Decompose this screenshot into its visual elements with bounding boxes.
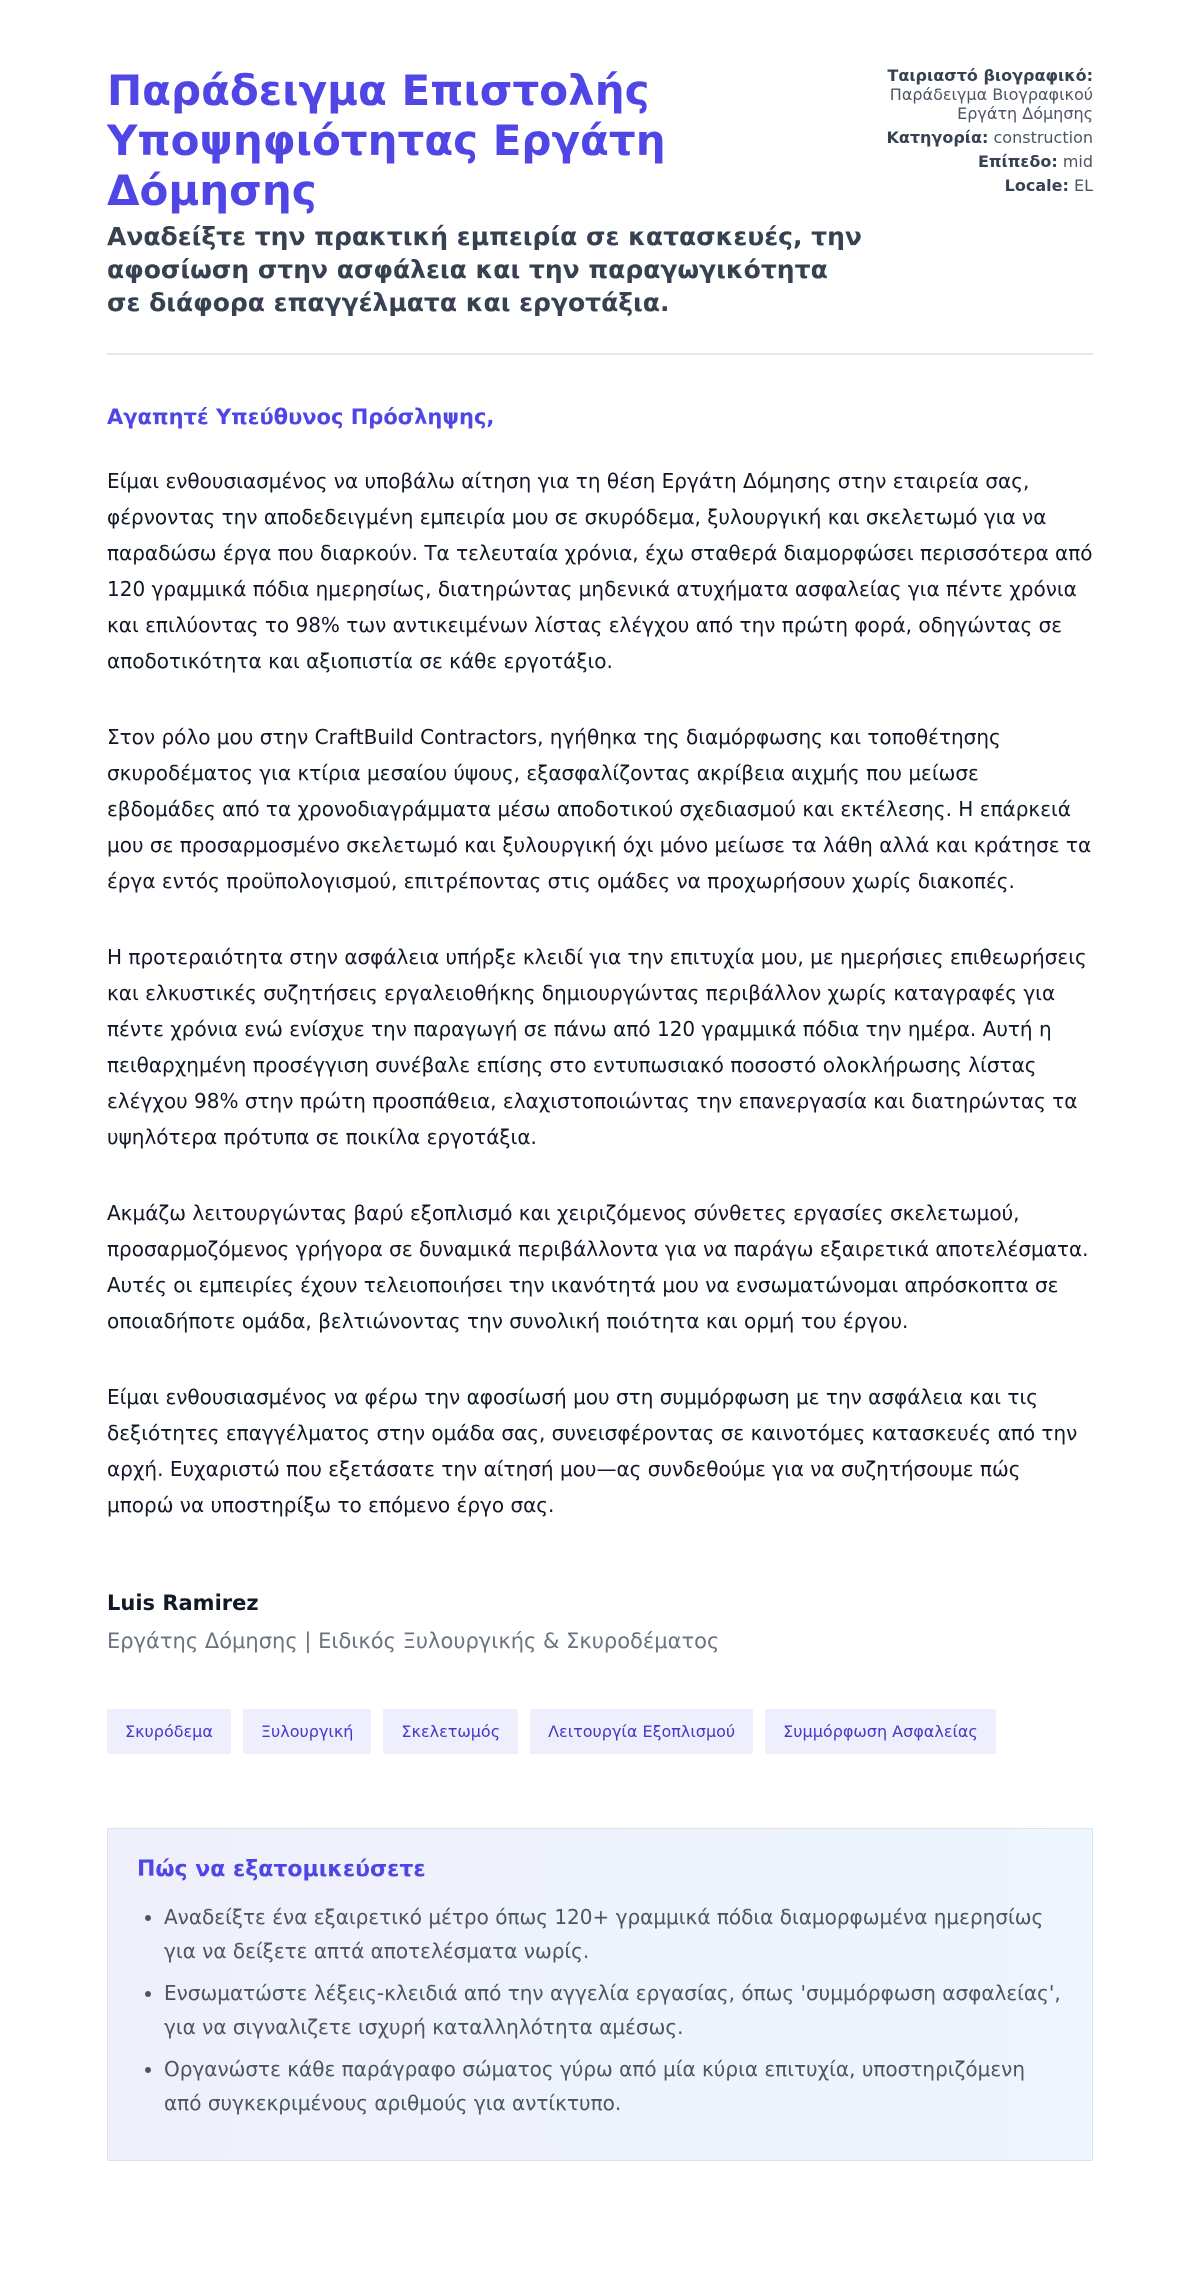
page-subtitle: Αναδείξτε την πρακτική εμπειρία σε κατασκευές, την αφοσίωση στην ασφάλεια και την παραγωγικότητα σε διάφορα επαγγέλματα και εργοτάξια. — [107, 222, 862, 317]
header-titles — [107, 66, 866, 319]
customization-tips — [107, 1828, 1093, 2161]
meta-level-label: Επίπεδο: — [977, 152, 1058, 171]
tips-title: Πώς να εξατομικεύσετε — [137, 1857, 426, 1882]
meta-match-resume — [866, 66, 1093, 123]
letter-body — [107, 463, 1093, 1523]
meta-level — [866, 152, 1093, 171]
skill-tag: Συμμόρφωση Ασφαλείας — [765, 1709, 996, 1754]
skill-tag: Λειτουργία Εξοπλισμού — [530, 1709, 753, 1754]
letter-paragraph: Είμαι ενθουσιασμένος να υποβάλω αίτηση για τη θέση Εργάτη Δόμησης στην εταιρεία σας, φέρνοντας την αποδεδειγμένη εμπειρία μου σε σκυρόδεμα, ξυλουργική και σκελετωμό για να παραδώσω έργα που διαρκούν. Τα τελευταία χρόνια, έχω σταθερά διαμορφώσει περισσότερα από 120 γραμμικά πόδια ημερησίως, διατηρώντας μηδενικά ατυχήματα ασφαλείας για πέντε χρόνια και επιλύοντας το 98% των αντικειμένων λίστας ελέγχου από την πρώτη φορά, οδηγώντας σε αποδοτικότητα και αξιοπιστία σε κάθε εργοτάξιο. — [107, 469, 1093, 673]
skill-tag: Ξυλουργική — [243, 1709, 372, 1754]
signature-role: Εργάτης Δόμησης | Ειδικός Ξυλουργικής & Σκυροδέματος — [107, 1629, 720, 1653]
meta-category-label: Κατηγορία: — [886, 128, 989, 147]
signature-name: Luis Ramirez — [107, 1591, 259, 1615]
meta-match-label: Ταιριαστό βιογραφικό: — [887, 66, 1093, 85]
tip-item: • Ενσωματώστε λέξεις-κλειδιά από την αγγελία εργασίας, όπως 'συμμόρφωση ασφαλείας', για να σιγναλιζετε ισχυρή καταλληλότητα αμέσως. — [164, 1976, 1063, 2044]
page-header — [107, 66, 1093, 355]
letter-paragraph: Ακμάζω λειτουργώντας βαρύ εξοπλισμό και χειριζόμενος σύνθετες εργασίες σκελετωμού, προσαρμοζόμενος γρήγορα σε δυναμικά περιβάλλοντα για να παράγω εξαιρετικά αποτελέσματα. Αυτές οι εμπειρίες έχουν τελειοποιήσει την ικανότητά μου να ενσωματώνομαι απρόσκοπτα σε οποιαδήποτε ομάδα, βελτιώνοντας την συνολική ποιότητα και ορμή του έργου. — [107, 1201, 1089, 1333]
meta-locale-value: EL — [1073, 176, 1093, 195]
meta-panel — [866, 66, 1093, 200]
letter-paragraph: Είμαι ενθουσιασμένος να φέρω την αφοσίωσή μου στη συμμόρφωση με την ασφάλεια και τις δεξιότητες επαγγέλματος στην ομάδα σας, συνεισφέροντας σε καινοτόμες κατασκευές από την αρχή. Ευχαριστώ που εξετάσατε την αίτησή μου—ας συνδεθούμε για να συζητήσουμε πώς μπορώ να υποστηρίξω το επόμενο έργο σας. — [107, 1385, 1078, 1517]
skill-tag: Σκυρόδεμα — [107, 1709, 231, 1754]
meta-category-value: construction — [993, 128, 1093, 147]
meta-locale-label: Locale: — [1004, 176, 1069, 195]
letter-paragraph: Η προτεραιότητα στην ασφάλεια υπήρξε κλειδί για την επιτυχία μου, με ημερήσιες επιθεωρήσεις και ελκυστικές συζητήσεις εργαλειοθήκης δημιουργώντας περιβάλλον χωρίς καταγραφές για πέντε χρόνια ενώ ενίσχυε την παραγωγή σε πάνω από 120 γραμμικά πόδια την ημέρα. Αυτή η πειθαρχημένη προσέγγιση συνέβαλε επίσης στο εντυπωσιακό ποσοστό ολοκλήρωσης λίστας ελέγχου 98% στην πρώτη προσπάθεια, ελαχιστοποιώντας την επανεργασία και διατηρώντας τα υψηλότερα πρότυπα σε ποικίλα εργοτάξια. — [107, 945, 1087, 1149]
tip-item: • Οργανώστε κάθε παράγραφο σώματος γύρω από μία κύρια επιτυχία, υποστηριζόμενη από συγκεκριμένους αριθμούς για αντίκτυπο. — [164, 2052, 1063, 2120]
tips-list — [137, 1900, 1063, 2120]
meta-level-value: mid — [1062, 152, 1093, 171]
page-title: Παράδειγμα Επιστολής Υποψηφιότητας Εργάτη Δόμησης — [107, 66, 666, 215]
meta-locale — [866, 176, 1093, 195]
skill-tag: Σκελετωμός — [383, 1709, 518, 1754]
meta-category — [866, 128, 1093, 147]
letter-greeting: Αγαπητέ Υπεύθυνος Πρόσληψης, — [107, 405, 495, 429]
skill-tags — [107, 1709, 1093, 1754]
meta-match-value: Παράδειγμα Βιογραφικού Εργάτη Δόμησης — [889, 85, 1093, 123]
tip-item: • Αναδείξτε ένα εξαιρετικό μέτρο όπως 120+ γραμμικά πόδια διαμορφωμένα ημερησίως για να δείξετε απτά αποτελέσματα νωρίς. — [164, 1900, 1063, 1968]
letter-paragraph: Στον ρόλο μου στην CraftBuild Contractors, ηγήθηκα της διαμόρφωσης και τοποθέτησης σκυροδέματος για κτίρια μεσαίου ύψους, εξασφαλίζοντας ακρίβεια αιχμής που μείωσε εβδομάδες από τα χρονοδιαγράμματα μέσω αποδοτικού σχεδιασμού και εκτέλεσης. Η επάρκειά μου σε προσαρμοσμένο σκελετωμό και ξυλουργική όχι μόνο μείωσε τα λάθη αλλά και κράτησε τα έργα εντός προϋπολογισμού, επιτρέποντας στις ομάδες να προχωρήσουν χωρίς διακοπές. — [107, 725, 1092, 893]
